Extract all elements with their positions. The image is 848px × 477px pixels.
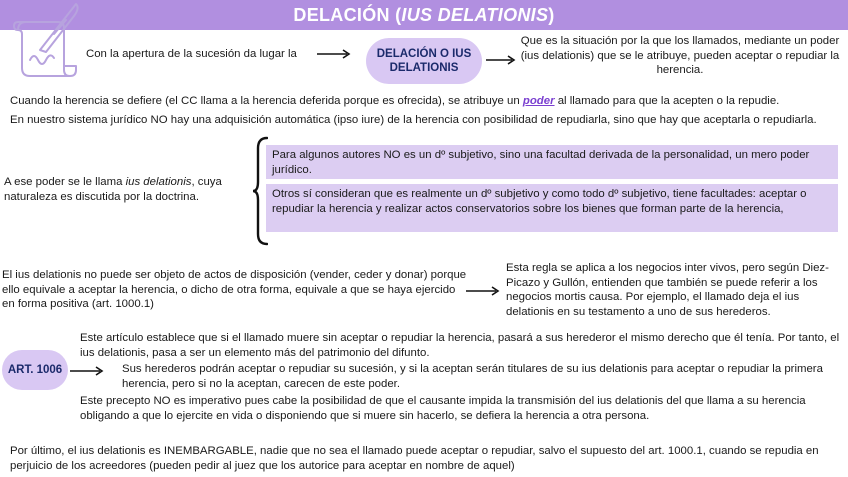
art1006-text-2: Sus herederos podrán aceptar o repudiar su sucesión, y si la aceptan serán titulares de su ius delationis para aceptar o repudiar la primera herencia, pero si no la aceptan, carecen de este poder.	[122, 363, 823, 390]
paragraph-sistema: En nuestro sistema jurídico NO hay una adquisición automática (ipso iure) de la herencia con posibilidad de repudiarla, sino que hay que aceptarla o repudiarla.	[10, 114, 817, 126]
art1006-text-3: Este precepto NO es imperativo pues cabe la posibilidad de que el causante impida la transmisión del ius delationis del que llama a su herencia obligando a que lo ejercite en vida o disponiendo que si muere sin hacerlo, se defiera la herencia a otra persona.	[80, 395, 806, 422]
arrow-right-icon	[70, 365, 104, 377]
art1006-pill: ART. 1006	[2, 350, 68, 390]
delacion-definition: Que es la situación por la que los llamados, mediante un poder (ius delationis) que se le atribuye, pueden aceptar o repudiar la herencia.	[520, 35, 840, 76]
poder-link[interactable]: poder	[522, 95, 555, 107]
paragraph-poder: Cuando la herencia se defiere (el CC llama a la herencia deferida porque es ofrecida), se atribuye un poder al llamado para que la acepten o la repudie.	[10, 95, 780, 107]
arrow-right-icon	[317, 48, 351, 60]
disposition-rule-note: Esta regla se aplica a los negocios inter vivos, pero según Diez-Picazo y Gullón, entienden que también se puede referir a los negocios mortis causa. Por ejemplo, el llamado deja el ius delationis en su testamento a uno de sus herederos.	[506, 262, 829, 318]
page-title: DELACIÓN (IUS DELATIONIS)	[293, 4, 555, 25]
header-bar	[0, 0, 848, 30]
quill-scroll-icon	[10, 0, 82, 80]
disposition-text: El ius delationis no puede ser objeto de actos de disposición (vender, ceder y donar) porque ello equivale a aceptar la herencia, o dicho de otra forma, equivale a que se haya ejercido en forma positiva (art. 1000.1)	[2, 269, 467, 310]
closing-paragraph: Por último, el ius delationis es INEMBARGABLE, nadie que no sea el llamado puede aceptar o repudiar, salvo el supuesto del art. 1000.1, cuando se repudia en perjuicio de los acreedores (pueden pedir al juez que los autorice para aceptar en nombre de aquel)	[10, 445, 819, 472]
delacion-pill: DELACIÓN O IUS DELATIONIS	[366, 38, 482, 84]
nature-option-1: Para algunos autores NO es un dº subjetivo, sino una facultad derivada de la personalidad, un mero poder jurídico.	[266, 145, 838, 179]
arrow-right-icon	[486, 54, 516, 66]
nature-option-2: Otros sí consideran que es realmente un dº subjetivo y como todo dº subjetivo, tiene facultades: aceptar o repudiar la herencia y realizar actos conservatorios sobre los bienes que forman parte de la herencia,	[266, 184, 838, 232]
arrow-right-icon	[466, 285, 500, 297]
intro-lead: Con la apertura de la sucesión da lugar la	[86, 48, 297, 60]
art1006-text-1: Este artículo establece que si el llamado muere sin aceptar o repudiar la herencia, pasará a sus herederor el mismo derecho que él tenía. Por tanto, el ius delationis, pasa a ser un elemento más del patrimonio del difunto.	[80, 332, 840, 359]
nature-lead: A ese poder se le llama ius delationis, cuya naturaleza es discutida por la doctrina.	[4, 176, 222, 203]
